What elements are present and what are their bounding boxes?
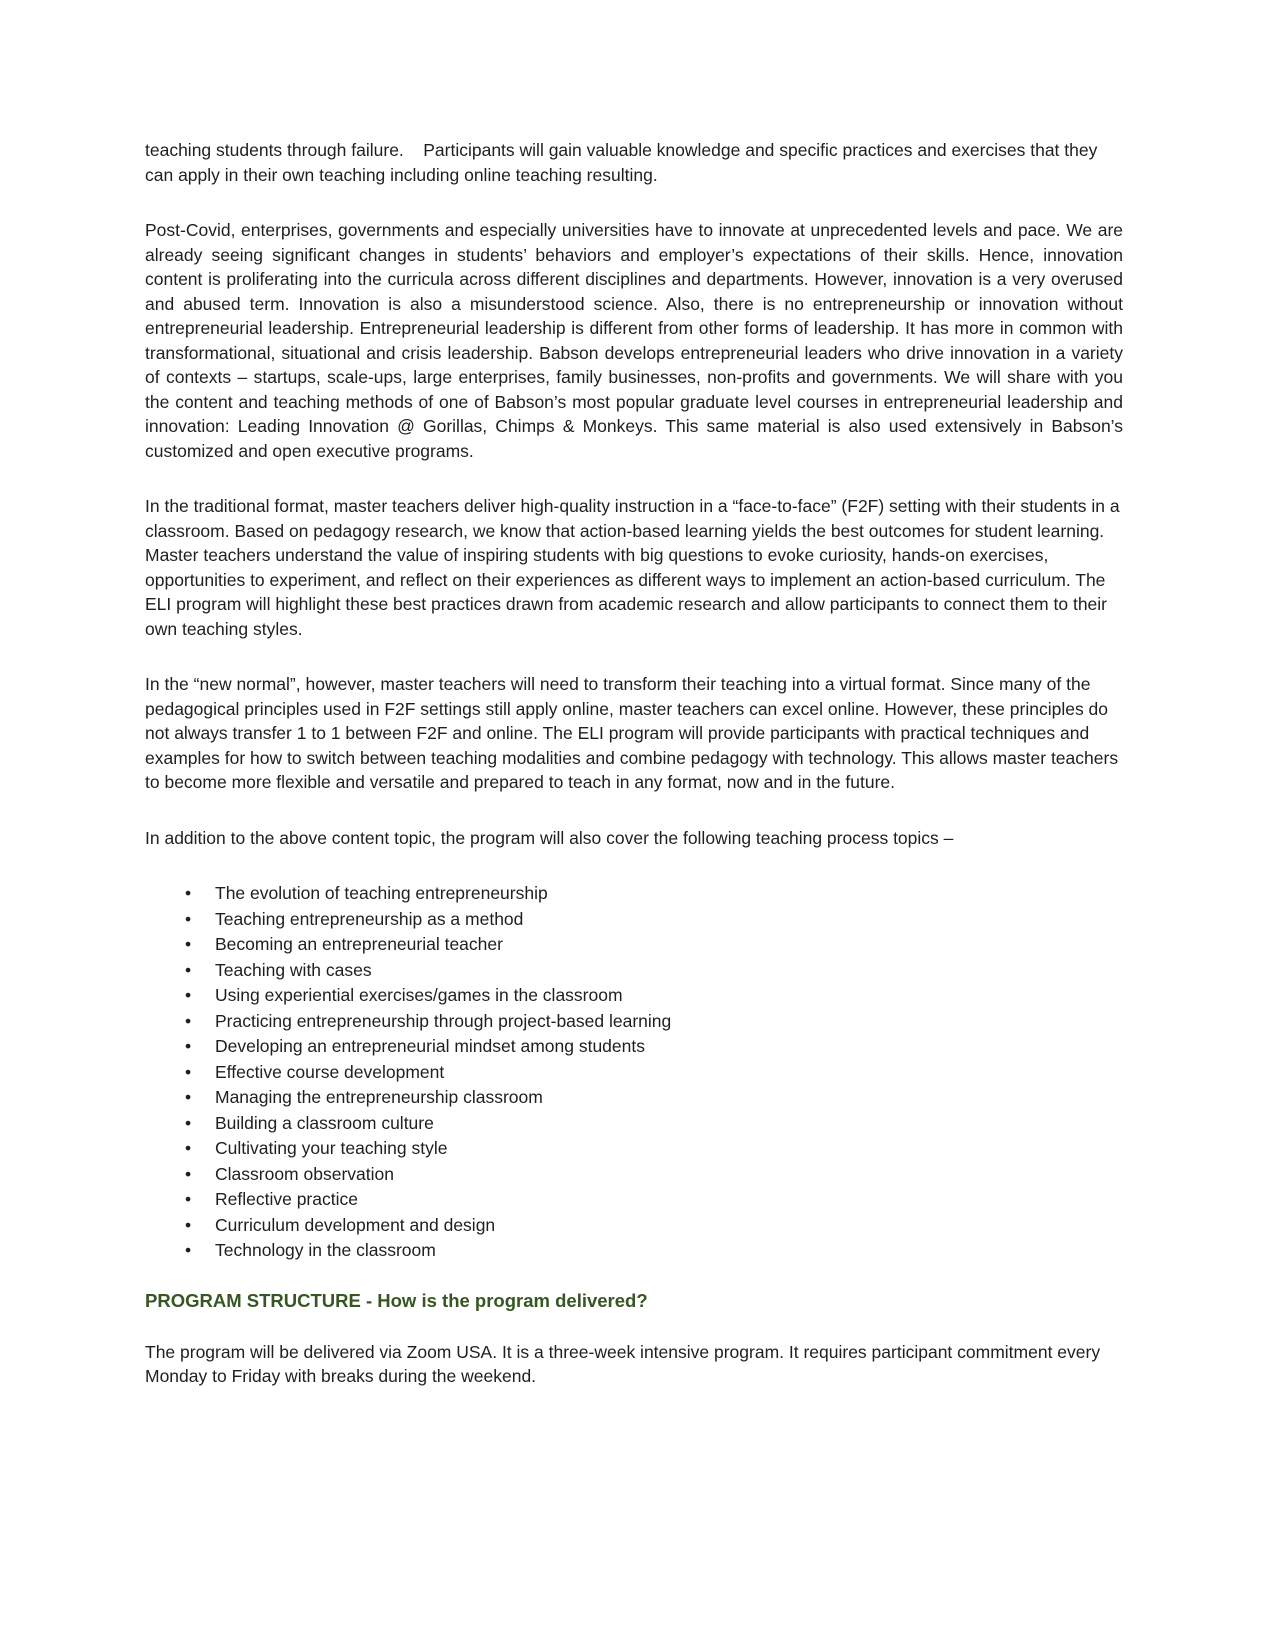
paragraph-traditional-format: In the traditional format, master teachers deliver high-quality instruction in a “face-to-face” (F2F) setting with their students in a classroom. Based on pedagogy research, we know that action-based learning yields the best outcomes for student learning. Master teachers understand the value of inspiring students with big questions to evoke curiosity, hands-on exercises, opportunities to experiment, and reflect on their experiences as different ways to implement an action-based curriculum. The ELI program will highlight these best practices drawn from academic research and allow participants to connect them to their own teaching styles. — [145, 496, 1125, 639]
list-item: • Effective course development — [145, 1060, 1123, 1086]
topics-list — [145, 881, 1123, 1264]
list-item: • Using experiential exercises/games in the classroom — [145, 983, 1123, 1009]
list-item: • Classroom observation — [145, 1162, 1123, 1188]
list-intro: In addition to the above content topic, the program will also cover the following teaching process topics – — [145, 827, 954, 848]
list-item: • Managing the entrepreneurship classroom — [145, 1085, 1123, 1111]
list-item: • Becoming an entrepreneurial teacher — [145, 932, 1123, 958]
paragraph-post-covid: Post-Covid, enterprises, governments and especially universities have to innovate at unprecedented levels and pace. We are already seeing significant changes in students’ behaviors and employer’s expectations of their skills. Hence, innovation content is proliferating into the curricula across different disciplines and departments. However, innovation is a very overused and abused term. Innovation is also a misunderstood science. Also, there is no entrepreneurship or innovation without entrepreneurial leadership. Entrepreneurial leadership is different from other forms of leadership. It has more in common with transformational, situational and crisis leadership. Babson develops entrepreneurial leaders who drive innovation in a variety of contexts – startups, scale-ups, large enterprises, family businesses, non-profits and governments. We will share with you the content and teaching methods of one of Babson’s most popular graduate level courses in entrepreneurial leadership and innovation: Leading Innovation @ Gorillas, Chimps & Monkeys. This same material is also used extensively in Babson’s customized and open executive programs. — [145, 220, 1128, 461]
paragraph-new-normal: In the “new normal”, however, master teachers will need to transform their teaching into a virtual format. Since many of the pedagogical principles used in F2F settings still apply online, master teachers can excel online. However, these principles do not always transfer 1 to 1 between F2F and online. The ELI program will provide participants with practical techniques and examples for how to switch between teaching modalities and combine pedagogy with technology. This allows master teachers to become more flexible and versatile and prepared to teach in any format, now and in the future. — [145, 674, 1123, 792]
list-item: • Building a classroom culture — [145, 1111, 1123, 1137]
list-item: • Teaching with cases — [145, 958, 1123, 984]
list-item: • Curriculum development and design — [145, 1213, 1123, 1239]
list-item: • The evolution of teaching entrepreneurship — [145, 881, 1123, 907]
list-item: • Cultivating your teaching style — [145, 1136, 1123, 1162]
list-item: • Teaching entrepreneurship as a method — [145, 907, 1123, 933]
paragraph-continuation: teaching students through failure. Participants will gain valuable knowledge and specific practices and exercises that they can apply in their own teaching including online teaching resulting. — [145, 140, 1103, 185]
list-item: • Technology in the classroom — [145, 1238, 1123, 1264]
list-item: • Practicing entrepreneurship through project-based learning — [145, 1009, 1123, 1035]
closing-paragraph: The program will be delivered via Zoom USA. It is a three-week intensive program. It requires participant commitment every Monday to Friday with breaks during the weekend. — [145, 1341, 1105, 1386]
list-item: • Reflective practice — [145, 1187, 1123, 1213]
list-item: • Developing an entrepreneurial mindset among students — [145, 1034, 1123, 1060]
section-heading: PROGRAM STRUCTURE - How is the program delivered? — [145, 1289, 648, 1311]
